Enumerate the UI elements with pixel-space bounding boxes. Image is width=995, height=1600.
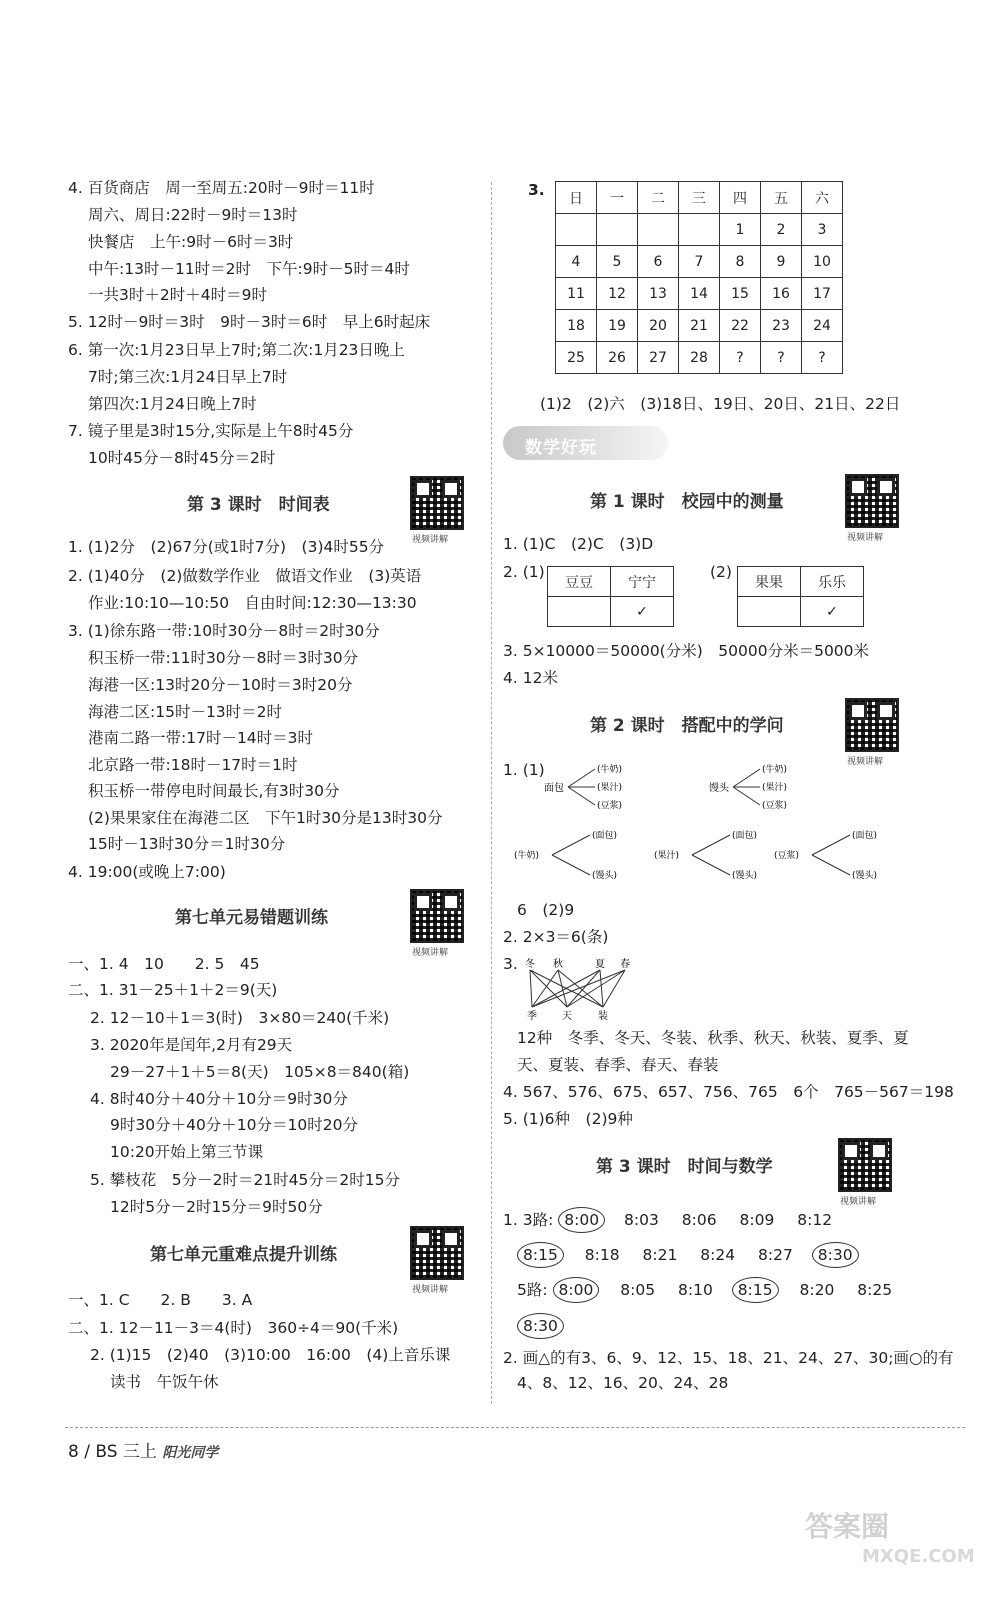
qr-label: 视频讲解 (412, 1285, 449, 1295)
section-heading: 第 2 课时 搭配中的学问 (590, 716, 784, 736)
separator: / (84, 1442, 96, 1462)
time: 8:18 (584, 1246, 620, 1264)
text-line: 海港一区:13时20分－10时＝3时20分 (88, 676, 353, 694)
table-cell: ✓ (611, 597, 674, 627)
text-line: 3. (503, 955, 518, 973)
tree-branch (552, 835, 590, 855)
calendar-cell: 14 (679, 278, 720, 310)
calendar-cell: ? (761, 342, 802, 374)
circled-time: 8:00 (553, 1277, 600, 1303)
text-line: 积玉桥一带:11时30分－8时＝3时30分 (88, 649, 359, 667)
tree-branch (692, 835, 730, 855)
text-line: 7时;第三次:1月24日早上7时 (88, 368, 288, 386)
calendar-row (556, 278, 843, 310)
question-number: 3. (528, 181, 545, 199)
calendar-cell: 6 (638, 246, 679, 278)
tree-root: (果汁) (654, 851, 680, 861)
word: 季 (527, 1011, 537, 1022)
table-cell: 豆豆 (548, 567, 611, 597)
text-line: 1. (1)2分 (2)67分(或1时7分) (3)4时55分 (68, 538, 385, 556)
answer-table-1 (547, 566, 674, 627)
tree-leaf: (牛奶) (597, 765, 623, 775)
calendar-cell: 22 (720, 310, 761, 342)
tree-root: 馒头 (709, 783, 729, 794)
page-number: 8 (68, 1442, 79, 1462)
tree-root: (牛奶) (514, 851, 540, 861)
word: 夏 (595, 959, 605, 970)
calendar-cell: 2 (761, 214, 802, 246)
text-line: 10时45分－8时45分＝2时 (88, 449, 276, 467)
text-line: 二、1. 31－25＋1＋2＝9(天) (68, 981, 278, 999)
calendar-cell: ? (720, 342, 761, 374)
text-line: 天、夏装、春季、春天、春装 (517, 1056, 719, 1074)
circled-time: 8:30 (812, 1242, 859, 1268)
time: 8:03 (624, 1211, 659, 1229)
tree-diagram (510, 825, 640, 885)
text-line: 作业:10:10—10:50 自由时间:12:30—13:30 (88, 594, 417, 612)
text-line: 7. 镜子里是3时15分,实际是上午8时45分 (68, 422, 354, 440)
brand-logo: 阳光同学 (162, 1445, 219, 1461)
tree-branch (568, 787, 595, 805)
text-line: 10:20开始上第三节课 (110, 1143, 264, 1161)
tree-diagram (770, 825, 895, 885)
calendar-cell: 13 (638, 278, 679, 310)
route-label: 1. 3路: (503, 1211, 554, 1229)
qr-code[interactable] (845, 474, 899, 528)
time: 8:06 (681, 1211, 717, 1229)
calendar-cell: ? (802, 342, 843, 374)
text-line: 北京路一带:18时－17时＝1时 (88, 756, 298, 774)
tree-leaf: (豆浆) (597, 801, 623, 811)
tree-root: (豆浆) (774, 851, 800, 861)
column-divider (491, 182, 492, 1404)
calendar-cell: 18 (556, 310, 597, 342)
section-heading: 第七单元易错题训练 (175, 908, 328, 928)
tree-branch (812, 835, 850, 855)
text-line: 5. (1)6种 (2)9种 (503, 1110, 633, 1128)
text-line: 15时－13时30分＝1时30分 (88, 835, 286, 853)
calendar-cell: 15 (720, 278, 761, 310)
tree-diagram (650, 825, 780, 885)
text-line: 一、1. 4 10 2. 5 45 (68, 955, 260, 973)
calendar-row (556, 182, 843, 214)
tree-leaf: (牛奶) (762, 765, 788, 775)
calendar-cell: 六 (802, 182, 843, 214)
text-line: (2)果果家住在海港二区 下午1时30分是13时30分 (88, 809, 443, 827)
text-line: 二、1. 12－11－3＝4(时) 360÷4＝90(千米) (68, 1319, 399, 1337)
tree-leaf: (馒头) (732, 871, 758, 881)
watermark: 答案圈 (805, 1510, 890, 1543)
text-line: 中午:13时－11时＝2时 下午:9时－5时＝4时 (88, 260, 410, 278)
calendar-cell: 五 (761, 182, 802, 214)
section-banner (503, 426, 668, 460)
calendar-cell: 21 (679, 310, 720, 342)
footer-divider (65, 1427, 965, 1428)
text-line: 2. 画△的有3、6、9、12、15、18、21、24、27、30;画○的有 (503, 1349, 954, 1367)
word: 秋 (553, 959, 563, 970)
calendar-cell: 1 (720, 214, 761, 246)
qr-code[interactable] (410, 476, 464, 530)
calendar-cell: 7 (679, 246, 720, 278)
watermark-url: MXQE.COM (862, 1546, 975, 1567)
time: 8:12 (797, 1211, 833, 1229)
section-heading: 第 3 课时 时间与数学 (596, 1157, 773, 1177)
text-line: (2) (710, 563, 732, 581)
tree-diagram (540, 760, 640, 815)
calendar-cell: 四 (720, 182, 761, 214)
calendar-cell: 10 (802, 246, 843, 278)
text-line: 5. 攀枝花 5分－2时＝21时45分＝2时15分 (90, 1171, 400, 1189)
qr-code[interactable] (845, 698, 899, 752)
calendar-cell: 27 (638, 342, 679, 374)
tree-leaf: (馒头) (592, 871, 618, 881)
text-line: 4. 百货商店 周一至周五:20时－9时＝11时 (68, 179, 375, 197)
circled-time: 8:00 (558, 1207, 605, 1233)
text-line (517, 1242, 859, 1268)
calendar-cell: 28 (679, 342, 720, 374)
calendar-cell: 24 (802, 310, 843, 342)
calendar-cell: 4 (556, 246, 597, 278)
text-line: 4. 567、576、675、657、756、765 6个 765－567＝198 (503, 1083, 954, 1101)
text-line: 29－27＋1＋5＝8(天) 105×8＝840(箱) (110, 1063, 410, 1081)
text-line: 2. 2×3＝6(条) (503, 928, 609, 946)
calendar-cell: 25 (556, 342, 597, 374)
text-line: 积玉桥一带停电时间最长,有3时30分 (88, 782, 340, 800)
calendar-cell (556, 214, 597, 246)
text-line: 2. 12－10＋1＝3(时) 3×80＝240(千米) (90, 1009, 390, 1027)
text-line: 周六、周日:22时－9时＝13时 (88, 206, 298, 224)
text-line (517, 1313, 564, 1339)
section-heading: 第 1 课时 校园中的测量 (590, 492, 784, 512)
text-line: 3. 2020年是闰年,2月有29天 (90, 1036, 293, 1054)
tree-branch (812, 855, 850, 875)
section-heading: 第 3 课时 时间表 (187, 495, 330, 515)
section-heading: 第七单元重难点提升训练 (150, 1245, 337, 1265)
text-line: 2. (1)15 (2)40 (3)10:00 16:00 (4)上音乐课 (90, 1346, 451, 1364)
time: 8:09 (739, 1211, 775, 1229)
table-cell: 乐乐 (801, 567, 864, 597)
calendar-cell (679, 214, 720, 246)
tree-branch (733, 769, 760, 787)
tree-branch (568, 769, 595, 787)
pairing-diagram (515, 955, 655, 1023)
calendar-cell: 23 (761, 310, 802, 342)
table-cell (548, 597, 611, 627)
text-line: 12种 冬季、冬天、冬装、秋季、秋天、秋装、夏季、夏 (517, 1029, 909, 1047)
qr-label: 视频讲解 (847, 757, 884, 767)
text-line: 3. (1)徐东路一带:10时30分－8时＝2时30分 (68, 622, 380, 640)
text-line: 4、8、12、16、20、24、28 (517, 1374, 729, 1392)
text-line: 第四次:1月24日晚上7时 (88, 395, 257, 413)
text-line: 海港二区:15时－13时＝2时 (88, 703, 283, 721)
word: 天 (562, 1011, 572, 1022)
calendar-cell: 二 (638, 182, 679, 214)
tree-branch (692, 855, 730, 875)
tree-leaf: (馒头) (852, 871, 878, 881)
tree-leaf: (面包) (732, 831, 758, 841)
calendar-table (555, 181, 843, 374)
text-line: 3. 5×10000＝50000(分米) 50000分米＝5000米 (503, 642, 870, 660)
route-label: 5路: (517, 1281, 548, 1299)
qr-code[interactable] (410, 1226, 464, 1280)
text-line: 4. 19:00(或晚上7:00) (68, 863, 226, 881)
calendar-cell: 17 (802, 278, 843, 310)
text-line: 6. 第一次:1月23日早上7时;第二次:1月23日晚上 (68, 341, 405, 359)
time: 8:27 (758, 1246, 793, 1264)
time: 8:05 (620, 1281, 656, 1299)
calendar-cell: 5 (597, 246, 638, 278)
tree-branch (552, 855, 590, 875)
time: 8:10 (678, 1281, 713, 1299)
calendar-cell: 12 (597, 278, 638, 310)
text-line: 一、1. C 2. B 3. A (68, 1291, 253, 1309)
tree-branch (733, 787, 760, 805)
qr-label: 视频讲解 (412, 948, 449, 958)
edition-label: BS 三上 (95, 1442, 157, 1462)
table-cell: ✓ (801, 597, 864, 627)
answer-table-2 (737, 566, 864, 627)
calendar-cell: 3 (802, 214, 843, 246)
calendar-row (556, 310, 843, 342)
word: 装 (598, 1011, 608, 1022)
time: 8:24 (700, 1246, 736, 1264)
calendar-cell: 20 (638, 310, 679, 342)
text-line: 1. (1)C (2)C (3)D (503, 535, 654, 553)
calendar-cell: 三 (679, 182, 720, 214)
qr-code[interactable] (410, 889, 464, 943)
time: 8:21 (642, 1246, 678, 1264)
text-line (503, 1207, 832, 1233)
calendar-cell (597, 214, 638, 246)
qr-label: 视频讲解 (847, 533, 884, 543)
qr-code[interactable] (838, 1138, 892, 1192)
text-line: 快餐店 上午:9时－6时＝3时 (88, 233, 294, 251)
text-line: 一共3时＋2时＋4时＝9时 (88, 286, 267, 304)
text-line: 2. (1) (503, 563, 545, 581)
qr-label: 视频讲解 (412, 535, 449, 545)
table-cell: 宁宁 (611, 567, 674, 597)
calendar-cell (638, 214, 679, 246)
calendar-cell: 19 (597, 310, 638, 342)
calendar-row (556, 342, 843, 374)
text-line: 9时30分＋40分＋10分＝10时20分 (110, 1116, 358, 1134)
table-cell (738, 597, 801, 627)
banner-label: 数学好玩 (525, 438, 597, 458)
text-line: 4. 8时40分＋40分＋10分＝9时30分 (90, 1090, 348, 1108)
table-cell: 果果 (738, 567, 801, 597)
tree-leaf: (面包) (852, 831, 878, 841)
word: 冬 (525, 959, 535, 970)
text-line: 读书 午饭午休 (110, 1373, 219, 1391)
text-line: 2. (1)40分 (2)做数学作业 做语文作业 (3)英语 (68, 567, 422, 585)
calendar-row (556, 246, 843, 278)
time: 8:25 (857, 1281, 893, 1299)
calendar-cell: 一 (597, 182, 638, 214)
circled-time: 8:15 (732, 1277, 779, 1303)
calendar-cell: 8 (720, 246, 761, 278)
calendar-cell: 9 (761, 246, 802, 278)
text-line: 1. (1) (503, 761, 545, 779)
tree-leaf: (果汁) (597, 783, 623, 793)
text-line: 12时5分－2时15分＝9时50分 (110, 1198, 323, 1216)
text-line: 5. 12时－9时＝3时 9时－3时＝6时 早上6时起床 (68, 313, 431, 331)
circled-time: 8:30 (517, 1313, 564, 1339)
circled-time: 8:15 (517, 1242, 564, 1268)
text-line: 港南二路一带:17时－14时＝3时 (88, 729, 314, 747)
tree-root: 面包 (544, 783, 564, 794)
qr-label: 视频讲解 (840, 1197, 877, 1207)
text-line: 4. 12米 (503, 669, 558, 687)
footer (68, 1437, 218, 1462)
calendar-cell: 日 (556, 182, 597, 214)
text-line (517, 1277, 892, 1303)
word: 春 (620, 959, 630, 970)
tree-leaf: (果汁) (762, 783, 788, 793)
pairing-lines (530, 970, 625, 1007)
text-line: (1)2 (2)六 (3)18日、19日、20日、21日、22日 (540, 395, 901, 413)
calendar-row (556, 214, 843, 246)
calendar-cell: 11 (556, 278, 597, 310)
time: 8:20 (799, 1281, 835, 1299)
calendar-cell: 16 (761, 278, 802, 310)
calendar-cell: 26 (597, 342, 638, 374)
text-line: 6 (2)9 (517, 901, 575, 919)
tree-leaf: (面包) (592, 831, 618, 841)
tree-diagram (705, 760, 805, 815)
tree-leaf: (豆浆) (762, 801, 788, 811)
